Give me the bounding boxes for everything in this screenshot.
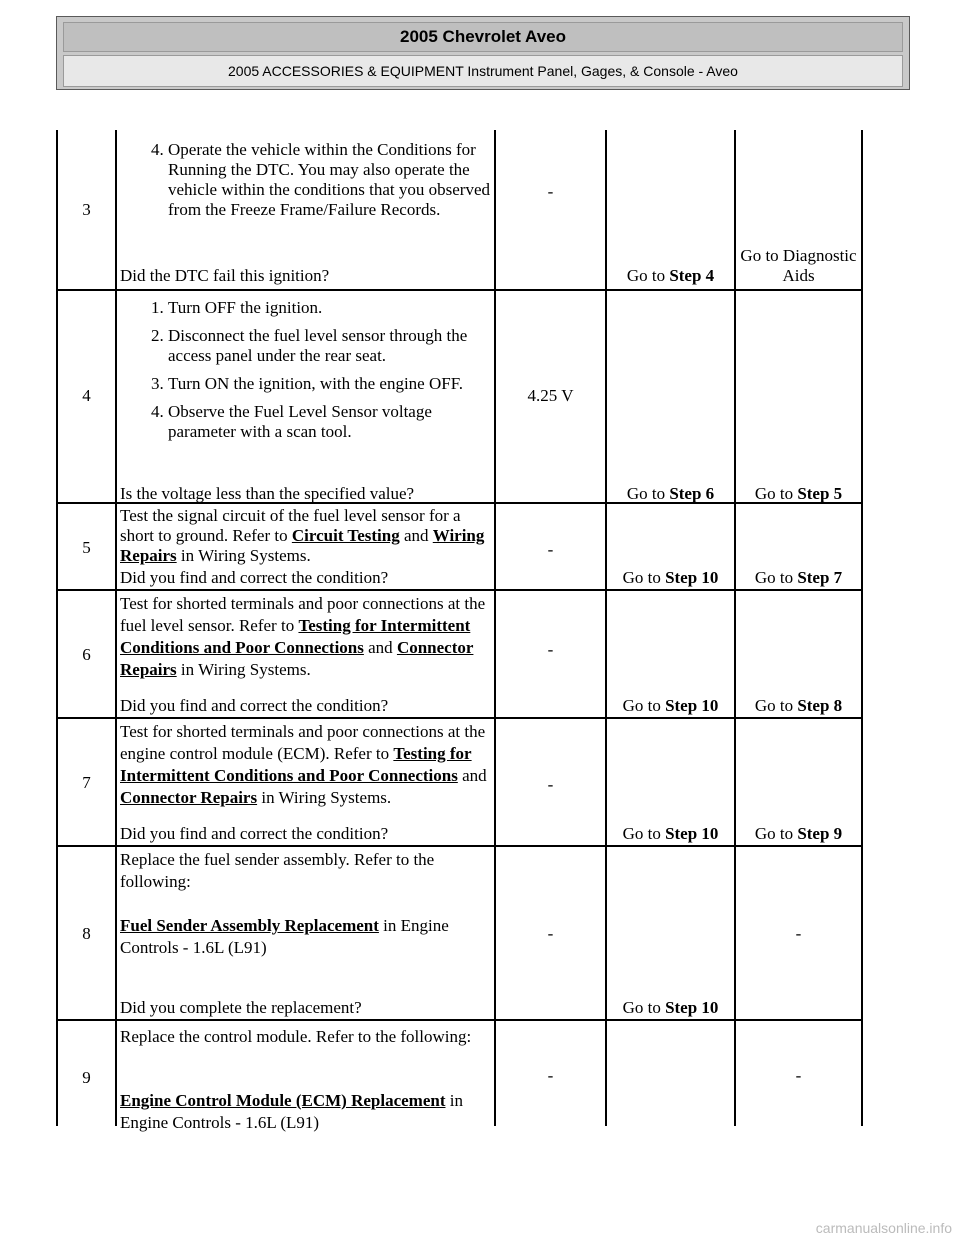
- wiring-repairs-link[interactable]: Wiring Repairs: [120, 526, 485, 565]
- list-item: 3. Turn ON the ignition, with the engine OFF.: [168, 374, 492, 394]
- yes-action[interactable]: Go to Step 10: [622, 696, 719, 715]
- step-number: 9: [82, 1068, 91, 1087]
- no-action[interactable]: Go to Step 8: [754, 696, 843, 715]
- step-number: 3: [82, 200, 91, 219]
- spec-value: 4.25 V: [527, 386, 574, 405]
- list-item: 2. Disconnect the fuel level sensor through the access panel under the rear seat.: [168, 326, 492, 366]
- step-question: Is the voltage less than the specified value?: [120, 484, 415, 503]
- yes-action[interactable]: Go to Step 10: [622, 824, 719, 843]
- no-action: -: [795, 924, 802, 943]
- intermittent-conditions-link[interactable]: Testing for Intermittent Conditions and Poor Connections: [120, 744, 472, 785]
- yes-action[interactable]: Go to Step 10: [622, 998, 719, 1017]
- no-action: -: [795, 1066, 802, 1085]
- yes-action[interactable]: Go to Step 6: [626, 484, 715, 503]
- spec-value: -: [547, 775, 554, 794]
- document-subtitle: 2005 ACCESSORIES & EQUIPMENT Instrument Panel, Gages, & Console - Aveo: [63, 55, 903, 87]
- step-instructions: Test the signal circuit of the fuel level sensor for a short to ground. Refer to Circuit Testing and Wiring Repairs in Wiring Systems.: [120, 506, 485, 565]
- spec-value: -: [547, 1066, 554, 1085]
- yes-action[interactable]: Go to Step 4: [626, 266, 715, 285]
- intermittent-conditions-link[interactable]: Testing for Intermittent Conditions and Poor Connections: [120, 616, 471, 657]
- no-action[interactable]: Go to Step 7: [754, 568, 843, 587]
- step-reference: Fuel Sender Assembly Replacement in Engine Controls - 1.6L (L91): [120, 916, 449, 957]
- connector-repairs-link[interactable]: Connector Repairs: [120, 638, 474, 679]
- spec-value: -: [547, 640, 554, 659]
- connector-repairs-link[interactable]: Connector Repairs: [120, 788, 258, 807]
- list-item: 4. Observe the Fuel Level Sensor voltage parameter with a scan tool.: [168, 402, 492, 442]
- watermark: carmanualsonline.info: [815, 1220, 952, 1236]
- no-action[interactable]: Go to Diagnostic Aids: [740, 246, 857, 285]
- spec-value: -: [547, 182, 554, 201]
- step-question: Did you complete the replacement?: [120, 998, 362, 1017]
- step-number: 4: [82, 386, 91, 405]
- step-number: 6: [82, 645, 91, 664]
- step-instructions: Replace the fuel sender assembly. Refer to the following:: [120, 850, 435, 891]
- spec-value: -: [547, 924, 554, 943]
- spec-value: -: [547, 540, 554, 559]
- step-instructions: Test for shorted terminals and poor connections at the engine control module (ECM). Refer to Testing for Intermittent Conditions and Poor Connections and Connector Repairs in Wiring Systems.: [120, 722, 487, 807]
- step-question: Did the DTC fail this ignition?: [120, 266, 330, 285]
- step-reference: Engine Control Module (ECM) Replacement in Engine Controls - 1.6L (L91): [120, 1091, 463, 1132]
- step-instructions: Replace the control module. Refer to the following:: [120, 1027, 472, 1046]
- fuel-sender-replacement-link[interactable]: Fuel Sender Assembly Replacement: [120, 916, 379, 935]
- yes-action[interactable]: Go to Step 10: [622, 568, 719, 587]
- ecm-replacement-link[interactable]: Engine Control Module (ECM) Replacement: [120, 1091, 446, 1110]
- no-action[interactable]: Go to Step 5: [754, 484, 843, 503]
- step-question: Did you find and correct the condition?: [120, 824, 389, 843]
- document-title: 2005 Chevrolet Aveo: [63, 22, 903, 52]
- circuit-testing-link[interactable]: Circuit Testing: [291, 526, 400, 545]
- step-instructions: [120, 298, 492, 450]
- step-instructions: Test for shorted terminals and poor connections at the fuel level sensor. Refer to Testing for Intermittent Conditions and Poor Connections and Connector Repairs in Wiring Systems.: [120, 594, 486, 679]
- diagnostic-table: [56, 130, 863, 1132]
- step-number: 8: [82, 924, 91, 943]
- list-item: 4. Operate the vehicle within the Conditions for Running the DTC. You may also operate the vehicle within the conditions that you observed from the Freeze Frame/Failure Records.: [168, 140, 492, 220]
- step-question: Did you find and correct the condition?: [120, 696, 389, 715]
- step-number: 5: [82, 538, 91, 557]
- step-instructions: [120, 140, 492, 228]
- no-action[interactable]: Go to Step 9: [754, 824, 843, 843]
- step-question: Did you find and correct the condition?: [120, 568, 389, 587]
- list-item: 1. Turn OFF the ignition.: [168, 298, 492, 318]
- document-header: [56, 16, 910, 90]
- step-number: 7: [82, 773, 91, 792]
